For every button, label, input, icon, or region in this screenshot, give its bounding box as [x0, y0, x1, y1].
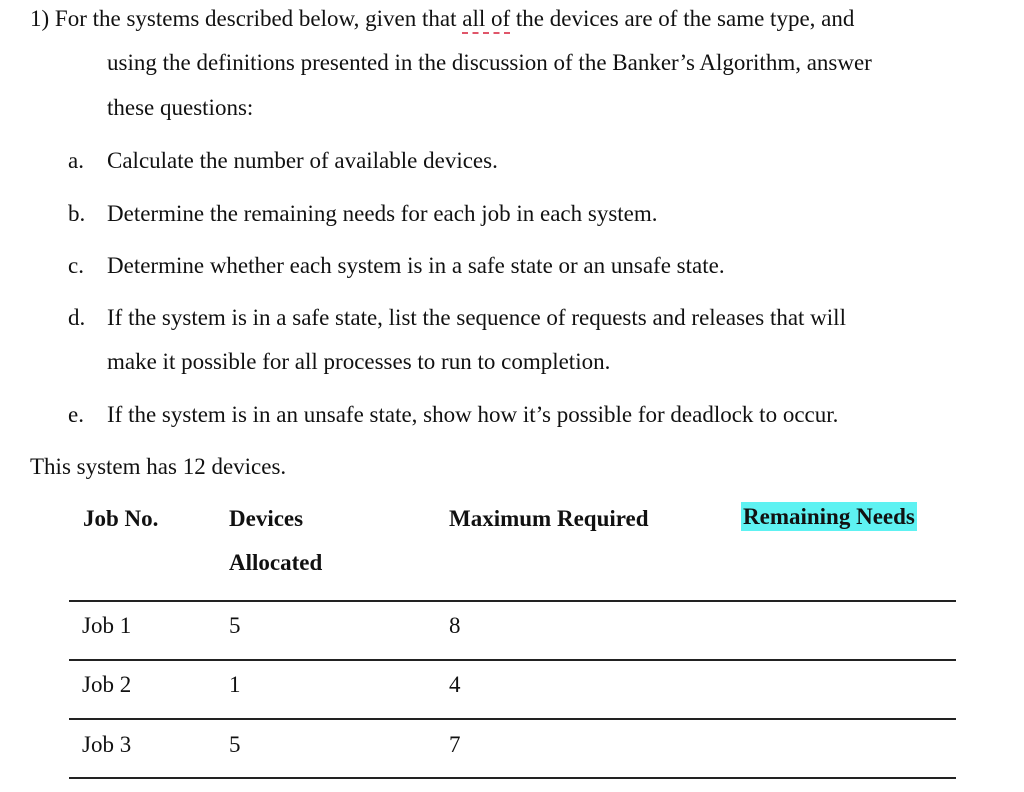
item-a-marker: a. [68, 148, 84, 173]
table-rule-1 [69, 659, 956, 661]
header-job-no: Job No. [83, 506, 159, 531]
row-3-allocated: 5 [229, 732, 241, 757]
question-line-3: these questions: [107, 95, 254, 120]
table-rule-2 [69, 718, 956, 720]
item-d-text-continued: make it possible for all processes to run to completion. [107, 349, 611, 374]
row-3-job: Job 3 [82, 732, 132, 757]
item-b-marker: b. [68, 201, 86, 226]
header-remaining-needs-highlight: Remaining Needs [743, 504, 915, 529]
row-1-job: Job 1 [82, 613, 132, 638]
item-a-text: Calculate the number of available devices. [107, 148, 498, 173]
system-statement: This system has 12 devices. [30, 454, 287, 479]
row-1-allocated: 5 [229, 613, 241, 638]
table-rule-top [69, 600, 956, 602]
item-d-marker: d. [68, 305, 86, 330]
row-1-maximum: 8 [449, 613, 461, 638]
row-2-maximum: 4 [449, 672, 461, 697]
header-devices-allocated-line2: Allocated [229, 550, 323, 575]
item-e-text: If the system is in an unsafe state, show how it’s possible for deadlock to occur. [107, 402, 839, 427]
question-line-1 [30, 7, 854, 30]
item-b-text: Determine the remaining needs for each job in each system. [107, 201, 658, 226]
table-rule-bottom [69, 777, 956, 779]
header-devices-allocated-line1: Devices [229, 506, 304, 531]
question-line-1-pre: 1) For the systems described below, given that [30, 6, 463, 31]
item-c-text: Determine whether each system is in a safe state or an unsafe state. [107, 253, 725, 278]
row-3-maximum: 7 [449, 732, 461, 757]
header-maximum-required: Maximum Required [449, 506, 649, 531]
row-2-job: Job 2 [82, 672, 132, 697]
question-line-1-post: the devices are of the same type, and [510, 6, 855, 31]
item-d-text: If the system is in a safe state, list the sequence of requests and releases that will [107, 305, 846, 330]
item-e-marker: e. [68, 402, 84, 427]
question-line-2: using the definitions presented in the discussion of the Banker’s Algorithm, answer [107, 50, 872, 75]
row-2-allocated: 1 [229, 672, 241, 697]
header-remaining-needs [741, 505, 917, 528]
item-c-marker: c. [68, 253, 84, 278]
spellcheck-marked-phrase: all of [462, 6, 510, 34]
